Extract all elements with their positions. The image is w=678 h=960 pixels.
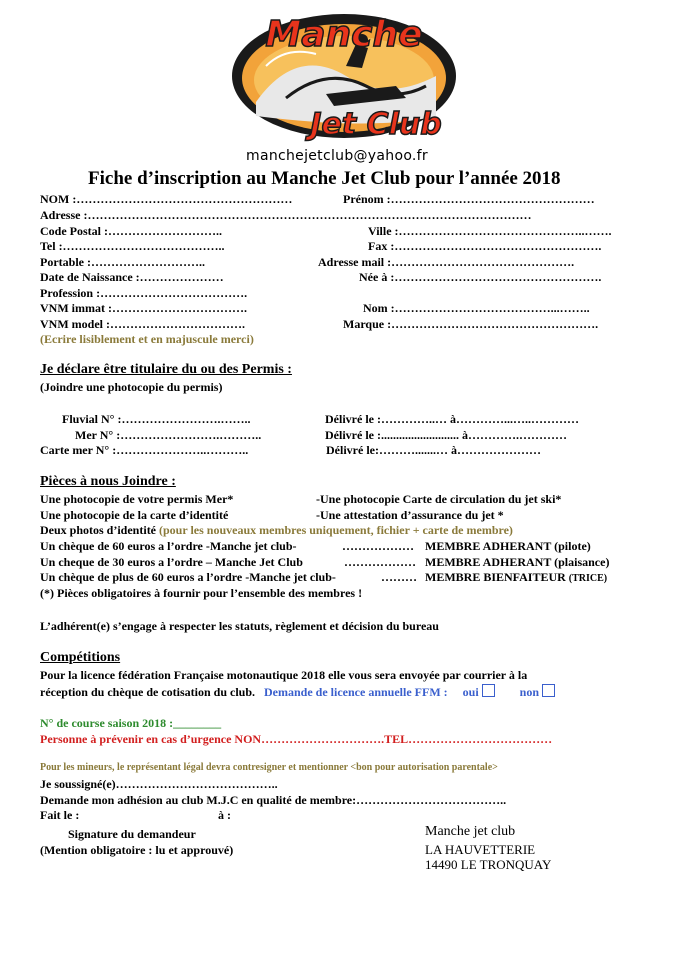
fait-le: Fait le : [40,808,80,822]
field-fax: Fax :……………………………………………. [368,239,602,253]
field-vnm-nom: Nom :…………………………………...…….. [363,301,590,315]
permis-mer: Mer N° :…………………….……….. [75,428,262,442]
club-email: manchejetclub@yahoo.fr [246,148,428,164]
ffm-oui-checkbox[interactable] [482,684,495,697]
pieces-line6-left: Un chèque de plus de 60 euros a l’ordre -Manche jet club- [40,570,336,584]
pieces-line5-dots: ……………… [344,555,416,569]
mineurs-note: Pour les mineurs, le représentant légal devra contresigner et mentionner <bon pour autorisation parentale> [40,762,498,773]
permis-mer-delivre: Délivré le :.......................... à………….………… [325,428,567,442]
field-nee-a: Née à :……………………………………………. [359,270,602,284]
pieces-line4-left: Un chèque de 60 euros a l’ordre -Manche jet club- [40,539,297,553]
ffm-demande-label: Demande de licence annuelle FFM : [264,685,448,699]
fait-a: à : [218,808,231,822]
competitions-heading: Compétitions [40,650,121,665]
permis-heading: Je déclare être titulaire du ou des Permis : [40,362,292,377]
competitions-line1: Pour la licence fédération Française motonautique 2018 elle vous sera envoyée par courrier à la [40,668,528,682]
pieces-line6-label: MEMBRE BIENFAITEUR [425,570,569,584]
ffm-non-checkbox[interactable] [542,684,555,697]
field-code-postal: Code Postal :……………………….. [40,224,222,238]
demande-adhesion: Demande mon adhésion au club M.J.C en qualité de membre:……………………………….. [40,793,507,807]
pieces-line5-right: MEMBRE ADHERANT (plaisance) [425,555,610,569]
permis-fluvial-delivre: Délivré le :…………..… à…………...…..………… [325,412,579,426]
pieces-line4-dots: ……………… [342,539,414,553]
page-title: Fiche d’inscription au Manche Jet Club pour l’année 2018 [88,168,561,189]
logo-text-top: Manche [265,14,423,55]
field-adresse-mail: Adresse mail :………………………………………. [318,255,575,269]
pieces-line5-left: Un cheque de 30 euros a l’ordre – Manche Jet Club [40,555,303,569]
field-tel: Tel :………………………………….. [40,239,225,253]
competitions-line2-text: réception du chèque de cotisation du club. [40,685,256,699]
pieces-line6-dots: ……… [381,570,417,584]
ffm-oui-label: oui [462,685,479,699]
club-logo [226,6,462,146]
permis-carte-mer: Carte mer N° :…………………..……….. [40,443,249,457]
field-profession: Profession :………………………………. [40,286,248,300]
permis-subheading: (Joindre une photocopie du permis) [40,380,223,394]
pieces-heading: Pièces à nous Joindre : [40,474,176,489]
field-marque: Marque :……………………………………………. [343,317,599,331]
field-ville: Ville :………………………………………..……. [368,224,612,238]
permis-fluvial: Fluvial N° :…………………….…….. [62,412,251,426]
pieces-line2-left: Une photocopie de la carte d’identité [40,508,229,522]
field-vnm-immat: VNM immat :……………………………. [40,301,247,315]
pieces-line6-right [425,570,607,586]
urgence-contact: Personne à prévenir en cas d’urgence NON………………………….TEL……………………………… [40,732,553,746]
logo-text-bottom: Jet Club [310,107,442,142]
pieces-line7: (*) Pièces obligatoires à fournir pour l’ensemble des membres ! [40,586,363,600]
pieces-line3-note: (pour les nouveaux membres uniquement, fichier + carte de membre) [159,523,513,537]
field-vnm-model: VNM model :……………………………. [40,317,245,331]
permis-carte-mer-delivre: Délivré le:……….......… à………………… [326,443,541,457]
field-prenom: Prénom :…………………………………………… [343,192,595,206]
club-address-line1: LA HAUVETTERIE [425,842,536,857]
competitions-line2 [40,684,555,699]
pieces-line3 [40,523,513,537]
pieces-line3-text: Deux photos d’identité [40,523,160,537]
ffm-non-label: non [519,685,540,699]
form-note: (Ecrire lisiblement et en majuscule merci) [40,332,254,346]
field-date-naissance: Date de Naissance :………………… [40,270,224,284]
pieces-line6-small: (TRICE) [568,573,608,584]
club-address-name: Manche jet club [425,824,516,839]
pieces-line1-left: Une photocopie de votre permis Mer* [40,492,234,506]
mention-label: (Mention obligatoire : lu et approuvé) [40,843,234,857]
pieces-line2-right: -Une attestation d’assurance du jet * [316,508,504,522]
engagement-text: L’adhérent(e) s’engage à respecter les statuts, règlement et décision du bureau [40,619,439,633]
course-number: N° de course saison 2018 :________ [40,716,222,730]
pieces-line4-right: MEMBRE ADHERANT (pilote) [425,539,591,553]
pieces-line1-right: -Une photocopie Carte de circulation du jet ski* [316,492,562,506]
club-address-line2: 14490 LE TRONQUAY [425,857,552,872]
field-portable: Portable :……………………….. [40,255,205,269]
field-nom: NOM :……………………………………………… [40,192,293,206]
signature-label: Signature du demandeur [68,827,196,841]
field-adresse: Adresse :………………………………………………………………………………………………… [40,208,532,222]
soussigne-line: Je soussigné(e)………………………………….. [40,777,278,791]
